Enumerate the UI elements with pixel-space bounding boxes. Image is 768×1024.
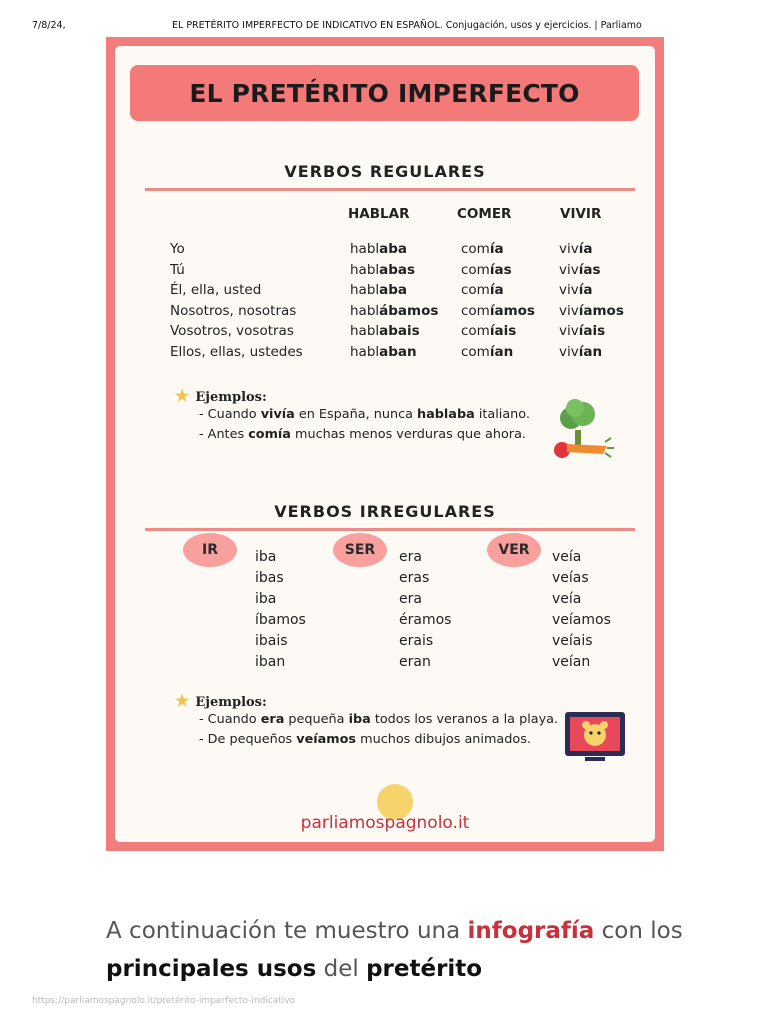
vegetables-icon: [545, 396, 615, 466]
ver-forms-list: [552, 547, 611, 673]
conjugation-form: comían: [461, 343, 514, 360]
irregular-form: ibas: [255, 570, 284, 586]
col-header-vivir: VIVIR: [560, 206, 602, 222]
infographic-image: [106, 37, 664, 851]
irregular-form: veíamos: [552, 612, 611, 628]
irregular-form: iba: [255, 591, 277, 607]
col-header-hablar: HABLAR: [348, 206, 410, 222]
ir-forms-list: [255, 547, 306, 673]
print-date: 7/8/24,: [32, 20, 66, 31]
irregular-form: era: [399, 591, 422, 607]
regular-verbs-heading: VERBOS REGULARES: [284, 162, 486, 181]
irregular-form: íbamos: [255, 612, 306, 628]
logo-text: parliamospagnolo.it: [300, 813, 470, 833]
irregular-form: veían: [552, 654, 591, 670]
pronoun: Yo: [170, 241, 185, 257]
example-sentence: - De pequeños veíamos muchos dibujos animados.: [199, 732, 531, 747]
irregular-examples: [175, 691, 558, 750]
conjugation-form: vivían: [559, 343, 603, 360]
verb-pill-ir: IR: [183, 533, 237, 567]
pronoun: Ellos, ellas, ustedes: [170, 343, 303, 360]
conjugation-form: comíais: [461, 323, 517, 340]
intro-paragraph: A continuación te muestro una infografía con los principales usos del pretérito: [106, 918, 683, 982]
irregular-form: ibais: [255, 633, 288, 649]
conjugation-form: vivíais: [559, 323, 606, 340]
conjugation-form: hablaba: [350, 282, 408, 299]
irregular-form: era: [399, 549, 422, 565]
irregular-form: veía: [552, 591, 582, 607]
infographic-title: EL PRETÉRITO IMPERFECTO: [189, 78, 580, 108]
infographic-sheet: [115, 46, 655, 842]
conjugation-form: hablabas: [350, 261, 416, 278]
print-footer-url: https://parliamospagnolo.it/pretérito-imperfecto-indicativo: [32, 996, 296, 1006]
television-icon: [563, 710, 633, 766]
examples-title: ★ Ejemplos:: [175, 386, 267, 405]
conjugation-form: hablaban: [350, 343, 417, 360]
pronoun-list: [170, 239, 303, 363]
star-icon: ★: [175, 691, 190, 710]
conjugation-form: vivía: [559, 241, 593, 257]
hablar-conjugation-list: [350, 239, 438, 363]
example-sentence: - Cuando era pequeña iba todos los veranos a la playa.: [199, 712, 559, 727]
pronoun: Nosotros, nosotras: [170, 302, 297, 319]
conjugation-form: vivíamos: [559, 302, 624, 319]
ser-forms-list: [399, 547, 451, 673]
verb-pill-ver: VER: [487, 533, 541, 567]
irregular-form: iba: [255, 549, 277, 565]
irregular-form: éramos: [399, 612, 452, 628]
irregular-form: erais: [399, 633, 434, 649]
pronoun: Él, ella, usted: [170, 282, 262, 299]
irregular-form: iban: [255, 654, 286, 670]
star-icon: ★: [175, 386, 190, 405]
irregular-form: eras: [399, 570, 430, 586]
irregular-form: eran: [399, 654, 431, 670]
conjugation-form: hablábamos: [350, 302, 439, 319]
title-banner: [130, 65, 639, 121]
irregular-divider: [145, 528, 635, 531]
conjugation-form: comía: [461, 282, 504, 299]
irregular-form: veíais: [552, 633, 593, 649]
pronoun: Tú: [170, 261, 185, 278]
examples-title: ★ Ejemplos:: [175, 691, 267, 710]
conjugation-form: comías: [461, 261, 512, 278]
verb-pill-ser: SER: [333, 533, 387, 567]
conjugation-form: vivía: [559, 282, 593, 299]
conjugation-form: hablaba: [350, 241, 408, 257]
conjugation-form: vivías: [559, 261, 601, 278]
vivir-conjugation-list: [559, 239, 624, 363]
pronoun: Vosotros, vosotras: [170, 323, 294, 340]
example-sentence: - Cuando vivía en España, nunca hablaba italiano.: [199, 407, 530, 422]
irregular-form: veía: [552, 549, 582, 565]
col-header-comer: COMER: [457, 206, 512, 222]
conjugation-form: hablabais: [350, 323, 420, 340]
regular-examples: [175, 386, 530, 445]
print-header: [0, 18, 768, 34]
print-page-title: EL PRETÉRITO IMPERFECTO DE INDICATIVO EN ESPAÑOL. Conjugación, usos y ejercicios. | Parliamo: [172, 20, 642, 31]
irregular-form: veías: [552, 570, 589, 586]
comer-conjugation-list: [461, 239, 535, 363]
conjugation-form: comía: [461, 241, 504, 257]
conjugation-form: comíamos: [461, 302, 535, 319]
irregular-verbs-heading: VERBOS IRREGULARES: [274, 502, 496, 521]
example-sentence: - Antes comía muchas menos verduras que ahora.: [199, 427, 526, 442]
regular-divider: [145, 188, 635, 191]
